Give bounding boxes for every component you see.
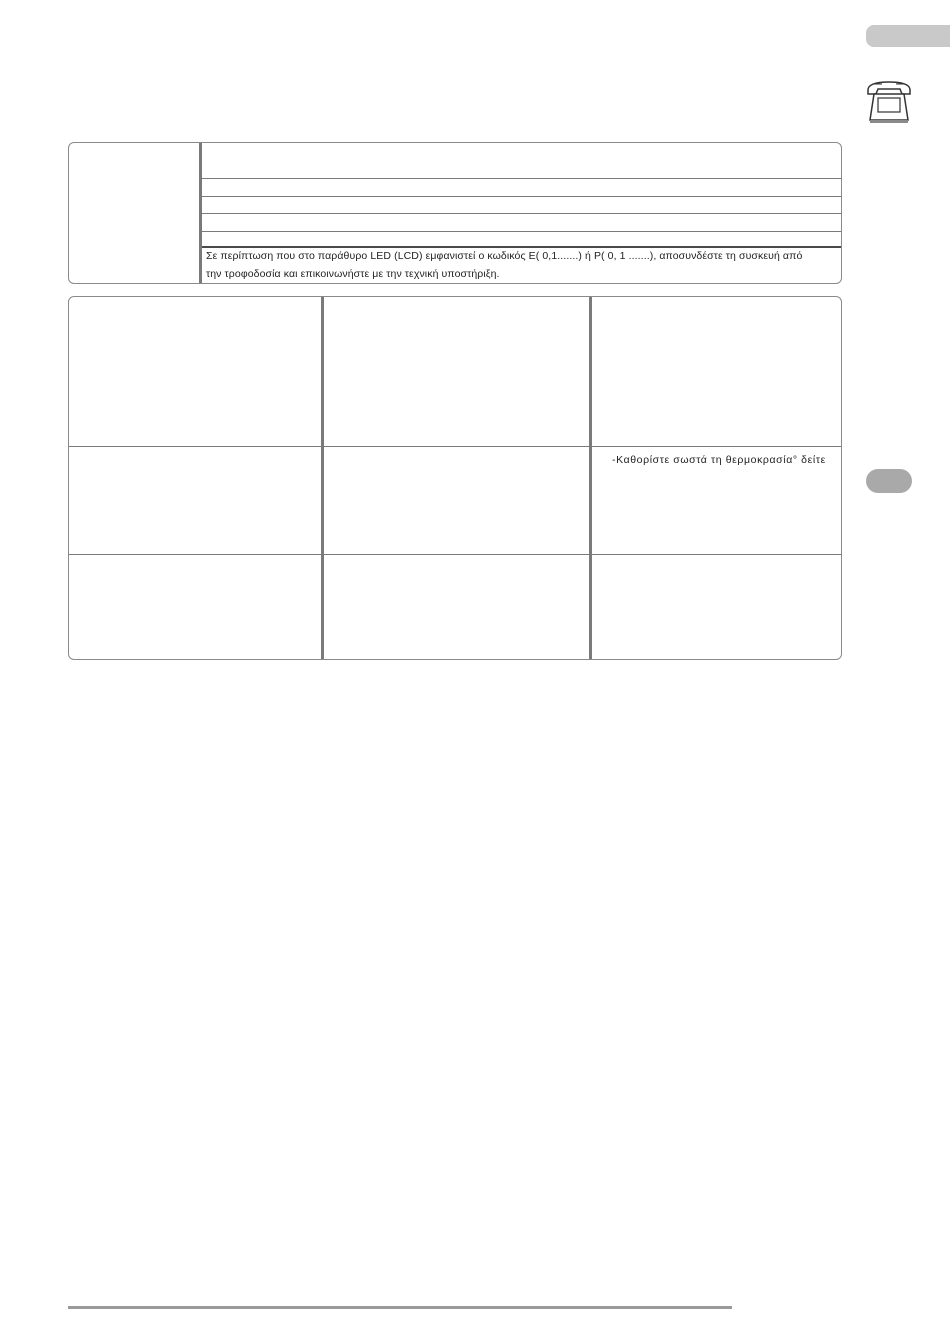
table-cell-remedy: -Καθορίστε σωστά τη θερμοκρασία° δείτε bbox=[612, 454, 826, 466]
note-line-1: Σε περίπτωση που στο παράθυρο LED (LCD) εμφανιστεί ο κωδικός E( 0,1.......) ή P( 0, 1 .......), αποσυνδέστε τη συσκευή από bbox=[206, 250, 803, 262]
telephone-icon bbox=[864, 76, 914, 126]
error-code-note bbox=[206, 247, 837, 283]
column-divider bbox=[321, 297, 324, 659]
troubleshooting-table bbox=[68, 296, 842, 660]
section-tab bbox=[866, 25, 950, 47]
info-box-label-column bbox=[69, 143, 202, 283]
row-divider bbox=[69, 446, 841, 447]
divider bbox=[202, 213, 841, 214]
note-line-2: την τροφοδοσία και επικοινωνήστε με την τεχνική υποστήριξη. bbox=[206, 268, 500, 280]
info-box bbox=[68, 142, 842, 284]
footer-rule bbox=[68, 1306, 732, 1309]
divider bbox=[202, 231, 841, 232]
divider bbox=[202, 196, 841, 197]
column-divider bbox=[589, 297, 592, 659]
divider bbox=[202, 178, 841, 179]
row-divider bbox=[69, 554, 841, 555]
page-marker-dot bbox=[866, 469, 912, 493]
